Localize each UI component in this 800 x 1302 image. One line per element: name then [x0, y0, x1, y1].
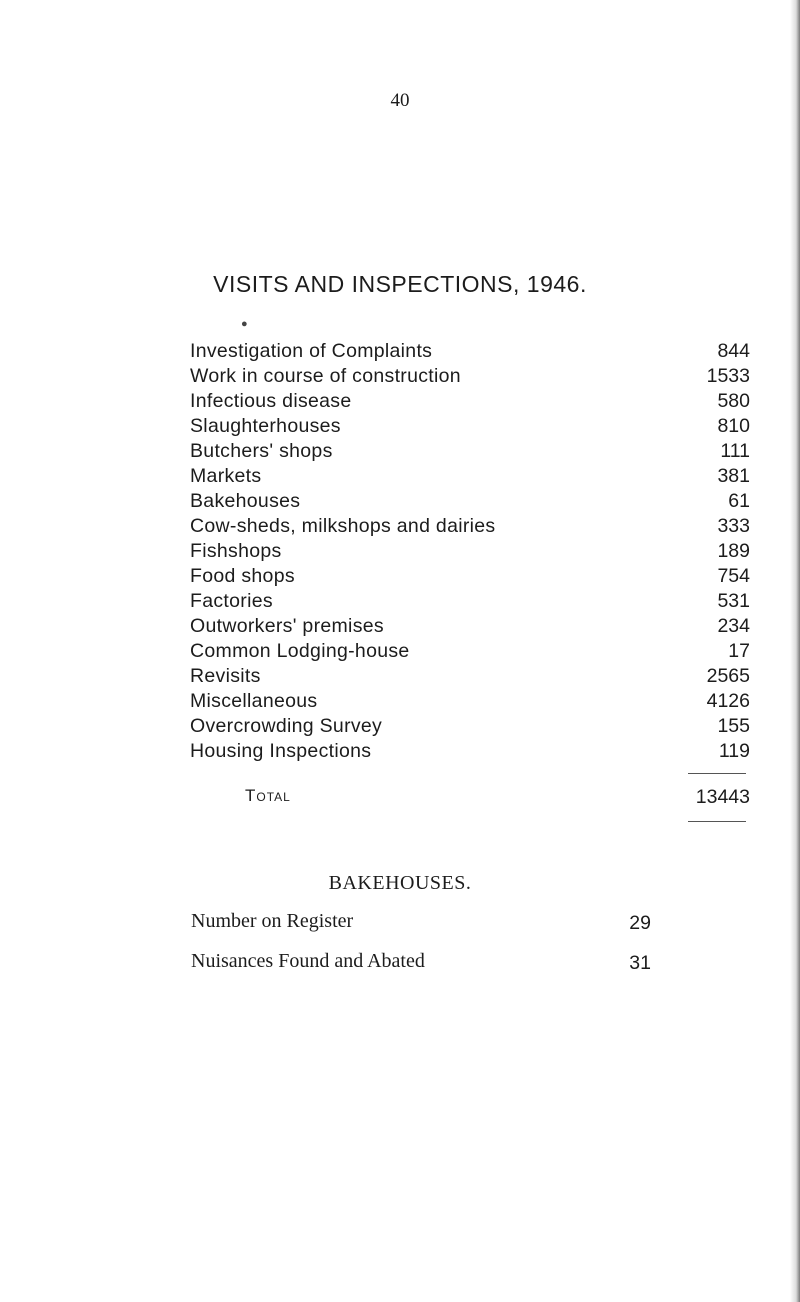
bakehouses-row: [191, 950, 651, 990]
row-value: 333: [717, 515, 750, 537]
row-value: 31: [629, 952, 651, 974]
table-row: [190, 440, 750, 465]
page-title: VISITS AND INSPECTIONS, 1946.: [213, 271, 587, 297]
table-row: [190, 565, 750, 590]
visits-table: [190, 340, 750, 822]
table-row: [190, 640, 750, 665]
row-label: Number on Register: [191, 910, 354, 932]
row-label: Food shops: [190, 565, 295, 587]
row-value: 1533: [706, 365, 750, 387]
total-rule-bottom: [688, 821, 746, 822]
row-label: Factories: [190, 590, 273, 612]
row-label: Markets: [190, 465, 262, 487]
row-label: Infectious disease: [190, 390, 352, 412]
row-value: 754: [717, 565, 750, 587]
row-value: 111: [720, 440, 750, 462]
bakehouses-row: [191, 910, 651, 950]
total-rule-top: [688, 773, 746, 774]
ink-mark: ●: [241, 318, 248, 330]
row-value: 531: [717, 590, 750, 612]
row-label: Nuisances Found and Abated: [191, 950, 425, 972]
table-row: [190, 390, 750, 415]
row-value: 155: [717, 715, 750, 737]
row-value: 234: [717, 615, 750, 637]
row-label: Cow-sheds, milkshops and dairies: [190, 515, 496, 537]
row-label: Outworkers' premises: [190, 615, 384, 637]
total-row: [190, 786, 750, 811]
table-row: [190, 490, 750, 515]
table-row: [190, 365, 750, 390]
row-value: 844: [717, 340, 750, 362]
row-value: 4126: [706, 690, 750, 712]
row-label: Revisits: [190, 665, 261, 687]
row-label: Common Lodging-house: [190, 640, 410, 662]
total-label: Total: [245, 786, 291, 805]
row-value: 189: [717, 540, 750, 562]
row-label: Housing Inspections: [190, 740, 372, 762]
row-label: Investigation of Complaints: [190, 340, 433, 362]
table-row: [190, 740, 750, 765]
row-label: Overcrowding Survey: [190, 715, 383, 737]
table-row: [190, 715, 750, 740]
row-value: 580: [717, 390, 750, 412]
table-row: [190, 690, 750, 715]
row-value: 119: [718, 740, 750, 762]
row-value: 381: [717, 465, 750, 487]
page-number: 40: [390, 90, 410, 111]
table-row: [190, 515, 750, 540]
bakehouses-title: BAKEHOUSES.: [328, 872, 472, 894]
table-row: [190, 465, 750, 490]
total-value: 13443: [695, 786, 750, 808]
table-row: [190, 665, 750, 690]
row-label: Work in course of construction: [190, 365, 461, 387]
row-value: 29: [629, 912, 651, 934]
table-row: [190, 340, 750, 365]
table-row: [190, 590, 750, 615]
row-label: Fishshops: [190, 540, 282, 562]
row-label: Slaughterhouses: [190, 415, 341, 437]
page-edge-shadow: [790, 0, 800, 1302]
row-value: 2565: [706, 665, 750, 687]
table-row: [190, 540, 750, 565]
table-row: [190, 415, 750, 440]
row-label: Bakehouses: [190, 490, 301, 512]
table-row: [190, 615, 750, 640]
row-value: 810: [717, 415, 750, 437]
row-value: 61: [728, 490, 750, 512]
row-value: 17: [728, 640, 750, 662]
bakehouses-table: [191, 910, 651, 990]
row-label: Butchers' shops: [190, 440, 333, 462]
row-label: Miscellaneous: [190, 690, 318, 712]
